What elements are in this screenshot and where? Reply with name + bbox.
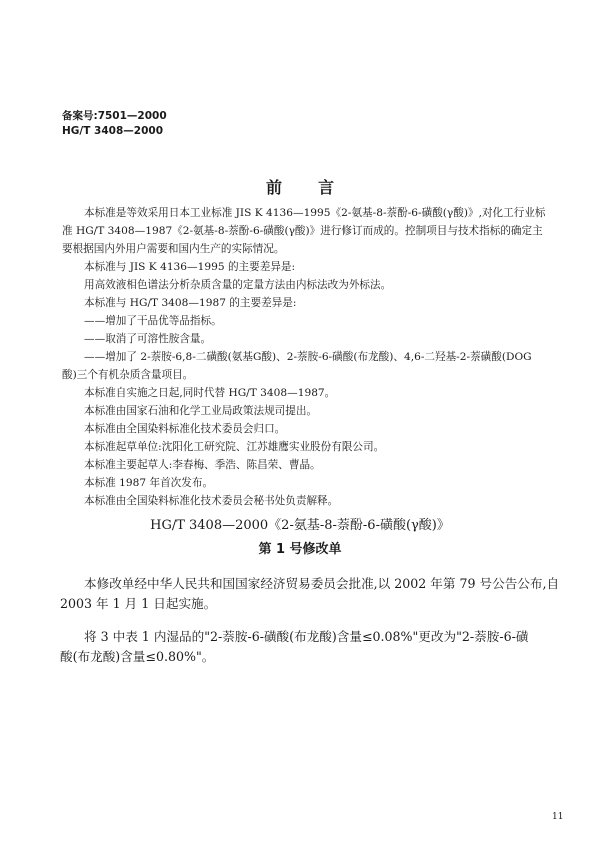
amendment-title: HG/T 3408—2000《2-氨基-8-萘酚-6-磺酸(γ酸)》 [150,518,450,533]
foreword-title: 前言 [265,178,370,197]
page-number: 11 [552,812,564,822]
amendment-line: 酸(布龙酸)含量≤0.80%"。 [60,649,215,664]
foreword-line: 本标准起草单位:沈阳化工研究院、江苏雄鹰实业股份有限公司。 [84,441,385,453]
foreword-line: 本标准 1987 年首次发布。 [84,477,214,489]
foreword-line: ——取消了可溶性胺含量。 [84,333,212,345]
foreword-line: ——增加了干品优等品指标。 [84,315,222,327]
foreword-line: 准 HG/T 3408—1987《2-氨基-8-萘酚-6-磺酸(γ酸)》进行修订而成的。控制项目与技术指标的确定主 [62,225,543,237]
foreword-line: 本标准与 JIS K 4136—1995 的主要差异是: [84,261,296,273]
foreword-line: 酸)三个有机杂质含量项目。 [62,369,194,381]
foreword-line: 本标准与 HG/T 3408—1987 的主要差异是: [84,297,297,309]
foreword-line: 本标准自实施之日起,同时代替 HG/T 3408—1987。 [84,387,336,399]
amendment-line: 将 3 中表 1 内湿品的"2-萘胺-6-磺酸(布龙酸)含量≤0.08%"更改为"2-萘胺-6-磺 [84,629,529,644]
foreword-line: 本标准由全国染料标准化技术委员会归口。 [84,423,286,435]
foreword-line: 本标准由国家石油和化学工业局政策法规司提出。 [84,405,318,417]
foreword-line: 本标准由全国染料标准化技术委员会秘书处负责解释。 [84,495,339,507]
amendment-subtitle: 第 1 号修改单 [258,542,342,557]
foreword-line: 用高效液相色谱法分析杂质含量的定量方法由内标法改为外标法。 [84,279,392,291]
record-number: 备案号:7501—2000 [62,110,167,122]
amendment-line: 2003 年 1 月 1 日起实施。 [60,596,217,611]
foreword-line: 本标准主要起草人:李春梅、季浩、陈昌荣、曹晶。 [84,459,321,471]
foreword-line: 要根据国内外用户需要和国内生产的实际情况。 [62,243,285,255]
standard-number: HG/T 3408—2000 [62,125,164,137]
foreword-line: 本标准是等效采用日本工业标准 JIS K 4136—1995《2-氨基-8-萘酚-6-磺酸(γ酸)》,对化工行业标 [84,207,546,219]
foreword-line: ——增加了 2-萘胺-6,8-二磺酸(氨基G酸)、2-萘胺-6-磺酸(布龙酸)、4,6-二羟基-2-萘磺酸(DOG [84,351,532,363]
amendment-line: 本修改单经中华人民共和国国家经济贸易委员会批准,以 2002 年第 79 号公告公布,自 [84,576,560,591]
